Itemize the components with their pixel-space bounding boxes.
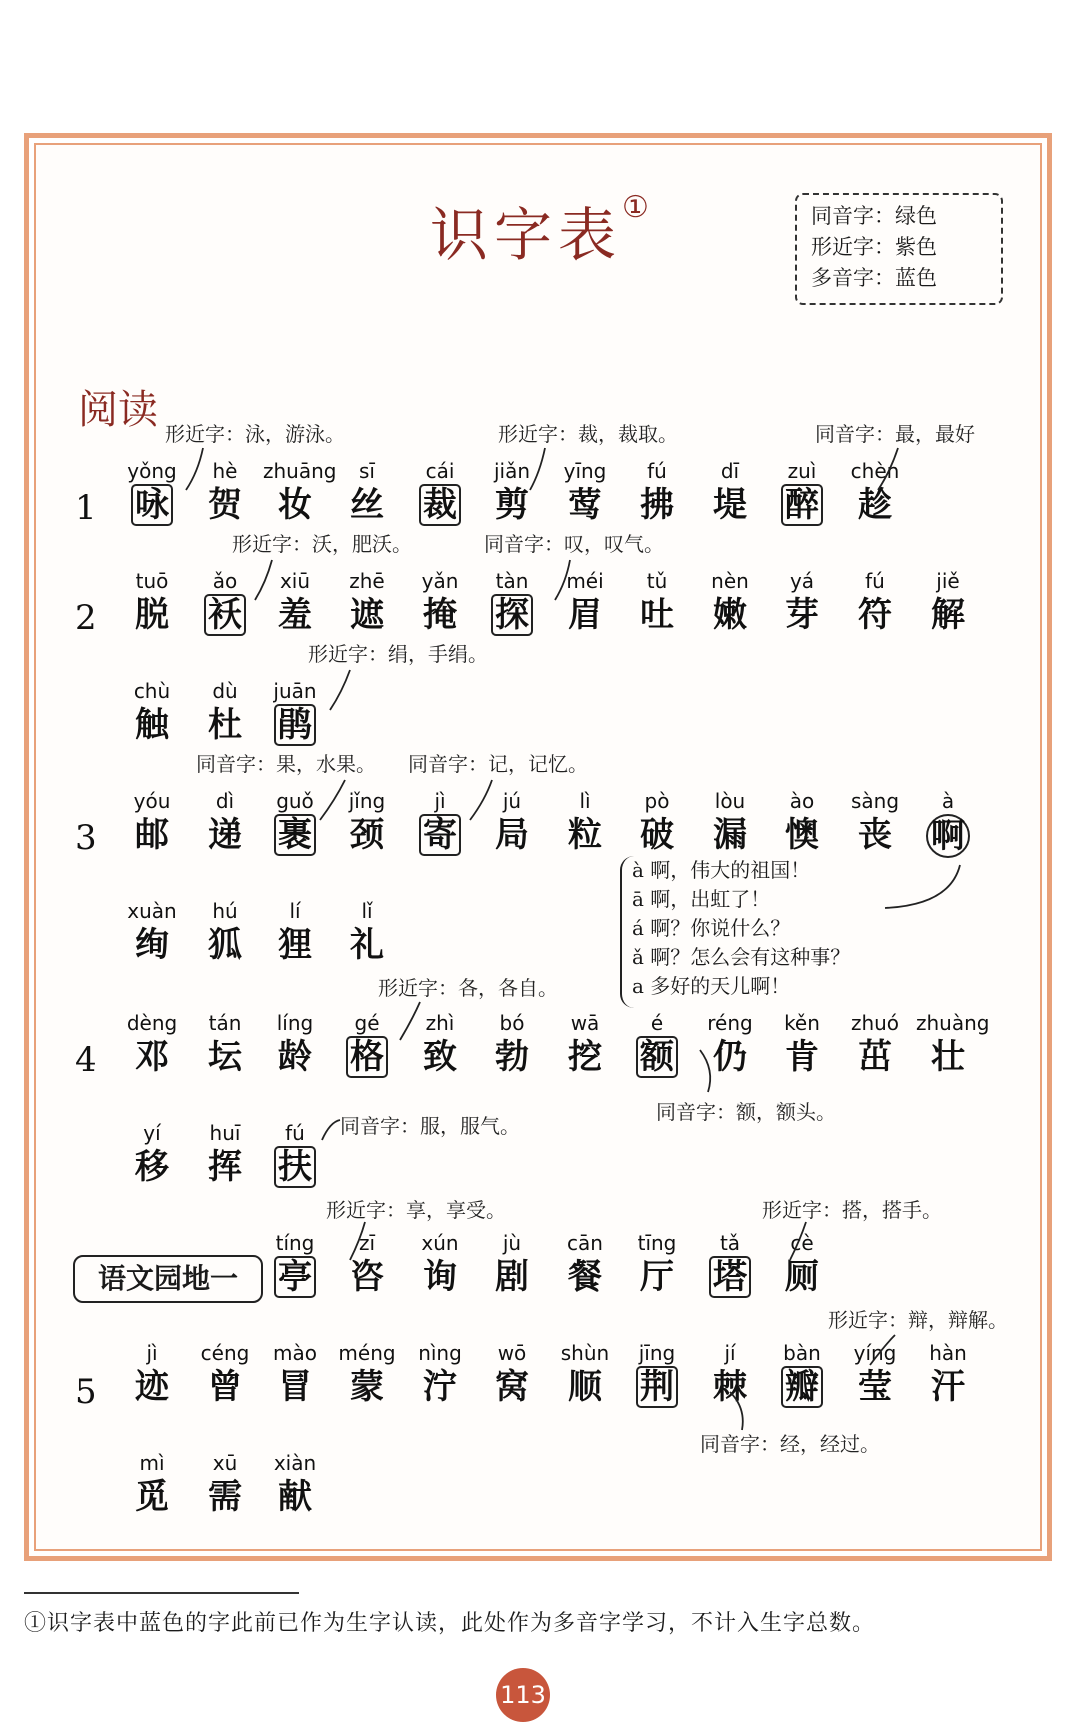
pinyin-label: lì [579, 789, 591, 813]
hanzi-character: 勃 [495, 1037, 529, 1077]
arrow-icon [885, 865, 960, 908]
pinyin-label: yóu [133, 789, 171, 813]
pinyin-label: tīng [637, 1231, 677, 1255]
arrow-icon [350, 1222, 365, 1260]
lesson-number: 4 [75, 1040, 97, 1080]
pinyin-label: bó [499, 1011, 525, 1035]
hanzi-character: 汗 [931, 1367, 965, 1407]
pinyin-label: yíng [853, 1341, 897, 1365]
hanzi-character: 堤 [713, 485, 747, 525]
example-line: a 多好的天儿啊！ [632, 974, 791, 998]
hanzi-character: 餐 [568, 1257, 602, 1297]
hanzi-character: 扶 [274, 1146, 316, 1188]
pinyin-label: ào [789, 789, 815, 813]
footnote-text: ①识字表中蓝色的字此前已作为生字认读，此处作为多音字学习，不计入生字总数。 [24, 1611, 876, 1636]
hanzi-character: 绚 [135, 925, 169, 965]
example-line: à 啊，伟大的祖国！ [632, 858, 811, 882]
pinyin-label: hú [212, 899, 238, 923]
pinyin-label: pò [644, 789, 670, 813]
lesson-number: 3 [75, 818, 97, 858]
annotation-note: 同音字：记，记忆。 [408, 752, 588, 776]
hanzi-character: 厕 [785, 1257, 819, 1297]
hanzi-character: 掩 [423, 595, 457, 635]
hanzi-character: 脱 [135, 595, 169, 635]
annotation-note: 同音字：经，经过。 [700, 1432, 880, 1456]
hanzi-character: 漏 [713, 815, 747, 855]
example-line: á 啊？你说什么？ [632, 916, 791, 940]
hanzi-character: 拂 [640, 485, 674, 525]
pinyin-label: fú [285, 1121, 305, 1145]
hanzi-character: 眉 [568, 595, 602, 635]
arrow-icon [470, 780, 492, 820]
hanzi-character: 触 [135, 705, 169, 745]
pinyin-label: tǔ [646, 569, 668, 593]
hanzi-character: 坛 [208, 1037, 242, 1077]
pinyin-label: jīng [638, 1341, 676, 1365]
pinyin-label: méng [338, 1341, 396, 1365]
pinyin-label: juān [273, 679, 317, 703]
pinyin-label: chù [133, 679, 171, 703]
pinyin-label: tǎ [719, 1231, 741, 1255]
hanzi-character: 狸 [278, 925, 312, 965]
annotation-note: 形近字：泳，游泳。 [165, 422, 345, 446]
pinyin-label: nìng [418, 1341, 462, 1365]
pinyin-label: fú [865, 569, 885, 593]
pinyin-label: jú [502, 789, 522, 813]
section-reading-heading: 阅读 [78, 387, 158, 433]
legend-polyphone: 多音字：蓝色 [811, 266, 937, 290]
lesson-number: 1 [75, 488, 97, 528]
hanzi-character: 窝 [495, 1367, 529, 1407]
hanzi-character: 瓣 [781, 1366, 823, 1408]
pinyin-label: sī [359, 459, 375, 483]
hanzi-character: 袄 [204, 594, 246, 636]
hanzi-character: 觅 [135, 1477, 169, 1517]
hanzi-character: 杜 [208, 705, 242, 745]
hanzi-character: 询 [423, 1257, 457, 1297]
pinyin-label: xiàn [273, 1451, 317, 1475]
arrow-icon [400, 1002, 420, 1040]
hanzi-character: 邮 [135, 815, 169, 855]
pinyin-label: cái [425, 459, 455, 483]
pinyin-label: à [941, 789, 955, 813]
pinyin-label: shùn [560, 1341, 610, 1365]
pinyin-label: hè [212, 459, 238, 483]
lesson-number: 5 [75, 1372, 97, 1412]
pinyin-label: bàn [783, 1341, 821, 1365]
pinyin-label: xū [212, 1451, 238, 1475]
pinyin-label: líng [276, 1011, 314, 1035]
hanzi-character: 探 [491, 594, 533, 636]
pinyin-label: cè [790, 1231, 814, 1255]
hanzi-character: 妆 [278, 485, 312, 525]
annotation-note: 形近字：绢，手绢。 [308, 642, 488, 666]
hanzi-character: 剪 [495, 485, 529, 525]
annotation-note: 形近字：搭，搭手。 [762, 1198, 942, 1222]
annotation-note: 形近字：各，各自。 [378, 976, 558, 1000]
arrow-icon [186, 448, 203, 490]
pinyin-label: fú [647, 459, 667, 483]
hanzi-character: 遮 [350, 595, 384, 635]
pinyin-label: mì [139, 1451, 165, 1475]
hanzi-character: 挥 [208, 1147, 242, 1187]
pinyin-label: zhuó [850, 1011, 900, 1035]
pinyin-label: méi [566, 569, 604, 593]
page-number: 113 [496, 1668, 550, 1722]
hanzi-character: 荆 [636, 1366, 678, 1408]
hanzi-character: 嫩 [713, 595, 747, 635]
pinyin-label: tíng [275, 1231, 315, 1255]
pinyin-label: réng [707, 1011, 753, 1035]
hanzi-character: 颈 [350, 815, 384, 855]
hanzi-character: 寄 [419, 814, 461, 856]
hanzi-character: 懊 [785, 815, 819, 855]
pinyin-label: zhuàng [916, 1011, 990, 1035]
hanzi-character: 移 [135, 1147, 169, 1187]
hanzi-character: 醉 [781, 484, 823, 526]
hanzi-character: 趁 [858, 485, 892, 525]
pinyin-label: jì [146, 1341, 158, 1365]
annotation-note: 形近字：沃，肥沃。 [232, 532, 412, 556]
hanzi-character: 局 [495, 815, 529, 855]
hanzi-character: 解 [931, 595, 965, 635]
footnote-rule [24, 1592, 299, 1594]
pinyin-label: ǎo [212, 569, 238, 593]
pinyin-label: zī [358, 1231, 376, 1255]
hanzi-character: 厅 [640, 1257, 674, 1297]
pinyin-label: jiě [936, 569, 960, 593]
pinyin-label: sàng [850, 789, 900, 813]
pinyin-label: xún [421, 1231, 459, 1255]
pinyin-label: jù [502, 1231, 522, 1255]
hanzi-character: 亭 [274, 1256, 316, 1298]
pinyin-label: dèng [126, 1011, 178, 1035]
hanzi-character: 礼 [350, 925, 384, 965]
pinyin-label: yīng [563, 459, 607, 483]
hanzi-character: 曾 [208, 1367, 242, 1407]
pinyin-label: cān [567, 1231, 603, 1255]
pinyin-label: zuì [787, 459, 817, 483]
pinyin-label: lí [289, 899, 301, 923]
pinyin-label: jì [434, 789, 446, 813]
hanzi-character: 挖 [568, 1037, 602, 1077]
hanzi-character: 破 [640, 815, 674, 855]
arrow-icon [320, 780, 345, 820]
hanzi-character: 蒙 [350, 1367, 384, 1407]
pinyin-label: xuàn [127, 899, 177, 923]
annotation-note: 形近字：辩，辩解。 [828, 1308, 1008, 1332]
pinyin-label: tuō [135, 569, 169, 593]
arrow-icon [322, 1120, 340, 1140]
pinyin-label: zhuāng [263, 459, 337, 483]
arrow-icon [730, 1392, 743, 1430]
title-footnote-mark: ① [622, 190, 649, 225]
legend-homophone: 同音字：绿色 [811, 204, 937, 228]
page-title: 识字表 [430, 201, 623, 269]
hanzi-character: 狐 [208, 925, 242, 965]
hanzi-character: 吐 [640, 595, 674, 635]
hanzi-character: 符 [858, 595, 892, 635]
hanzi-character: 贺 [208, 485, 242, 525]
hanzi-character: 裹 [274, 814, 316, 856]
annotation-note: 同音字：额，额头。 [656, 1100, 836, 1124]
pinyin-label: tàn [495, 569, 529, 593]
hanzi-character: 泞 [423, 1367, 457, 1407]
annotation-note: 同音字：最，最好 [815, 422, 975, 446]
pinyin-label: kěn [784, 1011, 820, 1035]
arrow-icon [700, 1050, 710, 1092]
pinyin-label: tán [208, 1011, 242, 1035]
pinyin-label: dù [212, 679, 238, 703]
pinyin-label: zhì [425, 1011, 455, 1035]
pinyin-label: é [650, 1011, 664, 1035]
hanzi-character: 壮 [931, 1037, 965, 1077]
lesson-number: 2 [75, 598, 97, 638]
hanzi-character: 格 [346, 1036, 388, 1078]
hanzi-character: 迹 [135, 1367, 169, 1407]
hanzi-character: 羞 [278, 595, 312, 635]
hanzi-character: 剧 [495, 1257, 529, 1297]
hanzi-character: 塔 [709, 1256, 751, 1298]
pinyin-label: yí [143, 1121, 161, 1145]
hanzi-character: 鹃 [274, 704, 316, 746]
arrow-icon [330, 670, 350, 710]
pinyin-label: guǒ [276, 789, 314, 813]
hanzi-character: 粒 [568, 815, 602, 855]
section-garden-label: 语文园地一 [73, 1255, 263, 1303]
annotation-note: 同音字：叹，叹气。 [484, 532, 664, 556]
pinyin-label: dī [720, 459, 740, 483]
pinyin-label: xiū [279, 569, 311, 593]
pinyin-label: yǎn [421, 569, 459, 593]
hanzi-character: 丝 [350, 485, 384, 525]
hanzi-character: 顺 [568, 1367, 602, 1407]
pinyin-label: céng [200, 1341, 250, 1365]
hanzi-character: 冒 [278, 1367, 312, 1407]
hanzi-character: 额 [636, 1036, 678, 1078]
example-line: ā 啊，出虹了！ [632, 887, 771, 911]
arrow-icon [790, 1222, 806, 1260]
hanzi-character: 裁 [419, 484, 461, 526]
hanzi-character: 邓 [135, 1037, 169, 1077]
arrow-icon [255, 560, 272, 600]
annotation-note: 形近字：享，享受。 [326, 1198, 506, 1222]
hanzi-character: 仍 [713, 1037, 747, 1077]
pinyin-label: zhē [349, 569, 385, 593]
hanzi-character: 献 [278, 1477, 312, 1517]
hanzi-character: 茁 [858, 1037, 892, 1077]
hanzi-character: 肯 [785, 1037, 819, 1077]
pinyin-label: dì [215, 789, 235, 813]
arrow-icon [530, 448, 545, 490]
pinyin-label: chèn [850, 459, 900, 483]
pinyin-label: jiǎn [493, 459, 531, 483]
arrow-icon [555, 560, 570, 600]
hanzi-character: 莺 [568, 485, 602, 525]
hanzi-character: 致 [423, 1037, 457, 1077]
example-line: ǎ 啊？怎么会有这种事？ [632, 945, 851, 969]
hanzi-character: 棘 [713, 1367, 747, 1407]
hanzi-character: 咨 [350, 1257, 384, 1297]
hanzi-character: 丧 [858, 815, 892, 855]
hanzi-character: 莹 [858, 1367, 892, 1407]
pinyin-label: nèn [711, 569, 749, 593]
pinyin-label: wō [497, 1341, 527, 1365]
pinyin-label: yá [789, 569, 815, 593]
hanzi-character: 啊 [926, 814, 970, 858]
hanzi-character: 咏 [131, 484, 173, 526]
pinyin-label: lǐ [361, 899, 373, 923]
pinyin-label: gé [354, 1011, 380, 1035]
pinyin-label: jǐng [348, 789, 386, 813]
pinyin-label: hàn [929, 1341, 967, 1365]
pinyin-label: wā [570, 1011, 600, 1035]
hanzi-character: 需 [208, 1477, 242, 1517]
pinyin-label: lòu [714, 789, 746, 813]
pinyin-label: huī [209, 1121, 241, 1145]
legend-similar-shape: 形近字：紫色 [811, 235, 937, 259]
arrow-icon [878, 448, 898, 490]
annotation-note: 形近字：裁，裁取。 [498, 422, 678, 446]
pinyin-label: yǒng [127, 459, 177, 483]
hanzi-character: 芽 [785, 595, 819, 635]
pinyin-label: mào [273, 1341, 317, 1365]
arrow-icon [870, 1335, 895, 1365]
annotation-note: 同音字：服，服气。 [340, 1114, 520, 1138]
pinyin-label: jí [724, 1341, 736, 1365]
annotation-note: 同音字：果，水果。 [196, 752, 376, 776]
hanzi-character: 龄 [278, 1037, 312, 1077]
hanzi-character: 递 [208, 815, 242, 855]
